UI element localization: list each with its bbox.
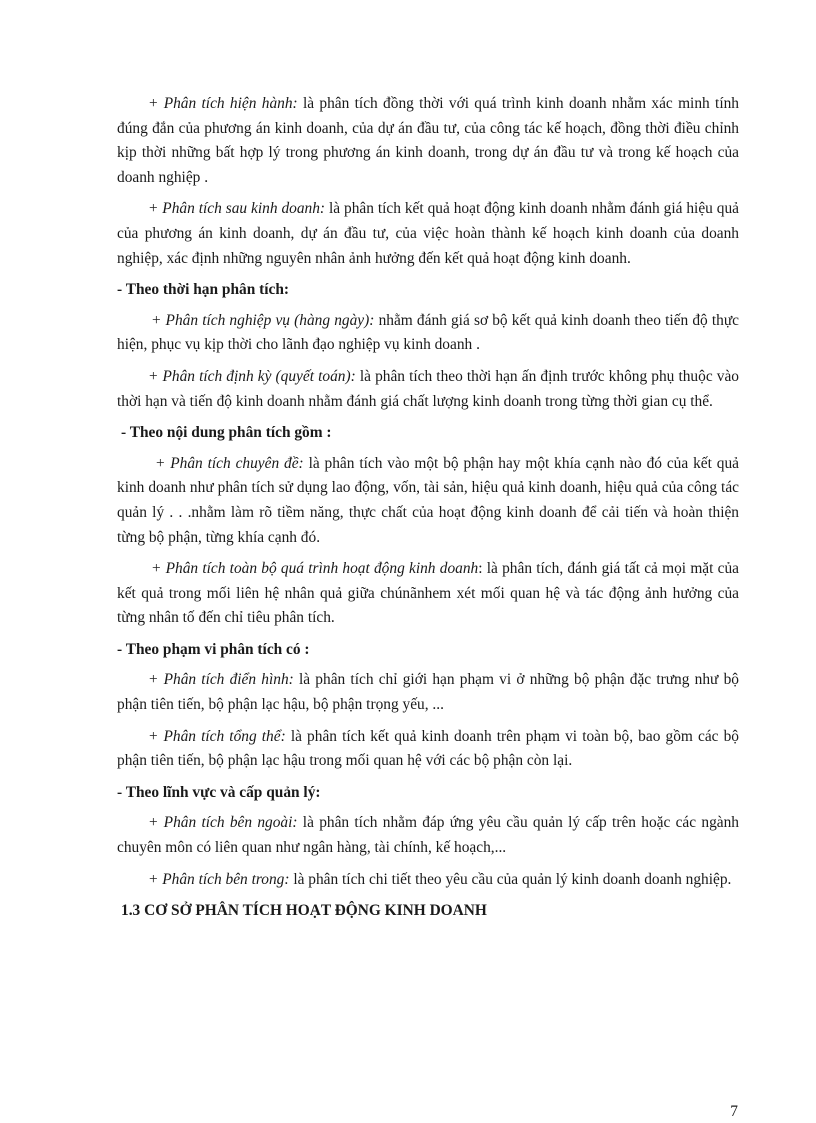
heading-theo-noi-dung: - Theo nội dung phân tích gồm :	[121, 424, 332, 442]
paragraph-text: là phân tích chỉ giới hạn phạm vi ở những bộ phận đặc trưng như bộ phận tiên tiến, bộ phận lạc hậu, bộ phận trọng yếu, ...	[117, 671, 739, 714]
paragraph-text: là phân tích vào một bộ phận hay một khía cạnh nào đó của kết quả kinh doanh như phân tích sử dụng lao động, vốn, tài sản, hiệu quả kinh doanh, hiệu quả của công tác quản lý . . .nhằm làm rõ tiềm năng, thực chất của hoạt động kinh doanh để cải tiến và hoàn thiện từng bộ phận, từng khía cạnh đó.	[117, 454, 739, 546]
paragraph-phan-tich-tong-the	[117, 725, 739, 774]
paragraph-text: : là phân tích, đánh giá tất cả mọi mặt của kết quả trong mối liên hệ nhân quả giữa chúnãnhem xét mối quan hệ và tác động ảnh hưởng của từng nhân tố đến chỉ tiêu phân tích.	[117, 560, 739, 627]
paragraph-text: là phân tích đồng thời với quá trình kinh doanh nhằm xác minh tính đúng đắn của phương án kinh doanh, của dự án đầu tư, của công tác kế hoạch, đồng thời điều chỉnh kịp thời những bất hợp lý trong phương án kinh doanh, trong dự án đầu tư và trong kế hoạch của doanh nghiệp .	[117, 95, 739, 186]
paragraph-text: là phân tích theo thời hạn ấn định trước không phụ thuộc vào thời hạn và tiến độ kinh doanh nhằm đánh giá chất lượng kinh doanh trong từng thời gian cụ thể.	[117, 367, 739, 410]
term: + Phân tích toàn bộ quá trình hoạt động kinh doanh	[151, 560, 479, 578]
paragraph-phan-tich-chuyen-de	[117, 452, 739, 550]
heading-theo-thoi-han: - Theo thời hạn phân tích:	[117, 281, 290, 299]
paragraph-text: là phân tích kết quả hoạt động kinh doanh nhằm đánh giá hiệu quả của phương án kinh doanh, dự án đầu tư, của việc hoàn thành kế hoạch kinh doanh của doanh nghiệp, xác định những nguyên nhân ảnh hưởng đến kết quả hoạt động kinh doanh.	[117, 200, 740, 267]
document-page	[117, 92, 739, 924]
term: + Phân tích bên trong:	[148, 870, 290, 888]
paragraph-text: là phân tích nhằm đáp ứng yêu cầu quản lý cấp trên hoặc các ngành chuyên môn có liên quan như ngân hàng, tài chính, kế hoạch,...	[117, 814, 739, 857]
term: + Phân tích sau kinh doanh:	[148, 200, 326, 218]
term: + Phân tích định kỳ (quyết toán):	[148, 367, 356, 385]
term: + Phân tích bên ngoài:	[148, 814, 298, 832]
term: + Phân tích hiện hành:	[148, 95, 298, 112]
heading-theo-linh-vuc: - Theo lĩnh vực và cấp quản lý:	[117, 783, 321, 801]
section-title: 1.3 CƠ SỞ PHÂN TÍCH HOẠT ĐỘNG KINH DOANH	[121, 902, 487, 920]
term: + Phân tích tổng thể:	[148, 727, 286, 745]
paragraph-phan-tich-dien-hinh	[117, 668, 739, 717]
term: + Phân tích nghiệp vụ (hàng ngày):	[151, 311, 375, 329]
paragraph-text: nhằm đánh giá sơ bộ kết quả kinh doanh theo tiến độ thực hiện, phục vụ kịp thời cho lãnh đạo nghiệp vụ kinh doanh .	[117, 311, 740, 354]
term: + Phân tích điển hình:	[148, 671, 294, 689]
heading-theo-pham-vi: - Theo phạm vi phân tích có :	[117, 640, 310, 658]
paragraph-phan-tich-dinh-ky	[117, 365, 739, 414]
paragraph-text: là phân tích kết quả kinh doanh trên phạm vi toàn bộ, bao gồm các bộ phận tiên tiến, bộ phận lạc hậu trong mối quan hệ với các bộ phận còn lại.	[117, 727, 739, 770]
paragraph-phan-tich-nghiep-vu	[117, 309, 739, 358]
page-number: 7	[730, 1103, 738, 1120]
paragraph-text: là phân tích chi tiết theo yêu cầu của quản lý kinh doanh doanh nghiệp.	[289, 870, 732, 888]
paragraph-phan-tich-ben-trong	[117, 868, 739, 893]
paragraph-phan-tich-toan-bo	[117, 557, 739, 631]
term: + Phân tích chuyên đề:	[155, 454, 304, 472]
paragraph-phan-tich-sau-kinh-doanh	[117, 197, 739, 271]
paragraph-phan-tich-hien-hanh	[117, 92, 739, 190]
paragraph-phan-tich-ben-ngoai	[117, 811, 739, 860]
